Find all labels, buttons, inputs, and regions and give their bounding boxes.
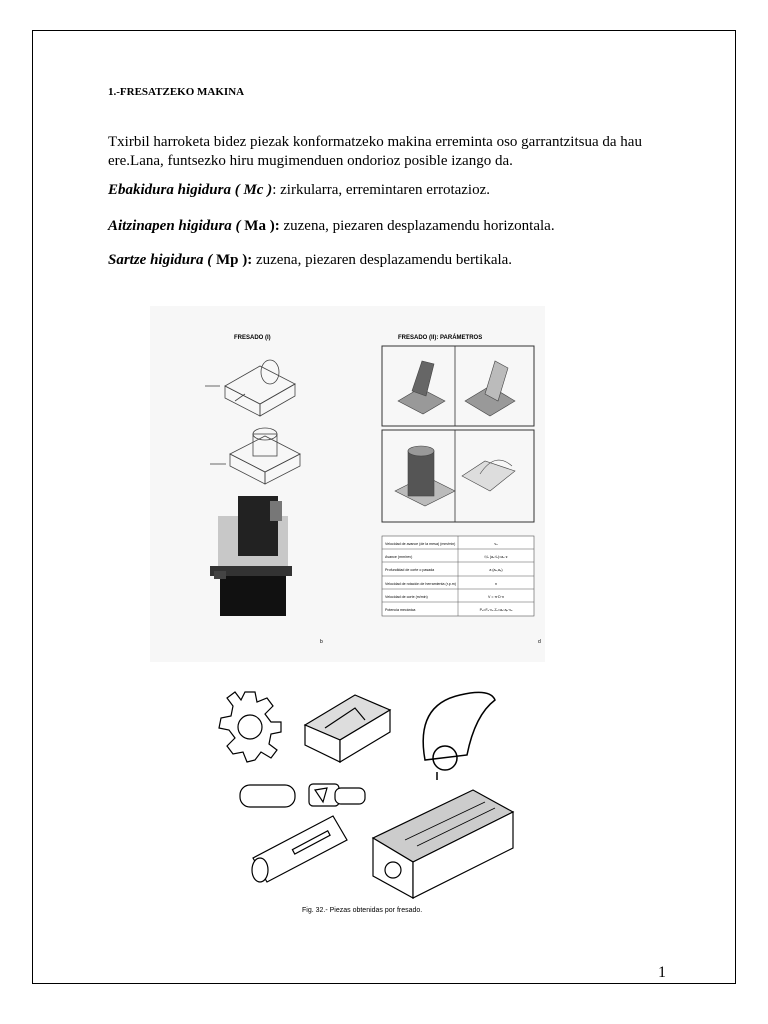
milled-parts-figure [205,680,535,920]
movement-cutting: Ebakidura higidura ( Mc ): zirkularra, erremintaren errotazioz. [108,182,491,198]
slotted-shaft-part [252,816,347,882]
left-figure-title: FRESADO (I) [234,335,271,341]
table-cell: Avance (mm/rev) [385,555,413,559]
movement-plunge: Sartze higidura ( Mp ): zuzena, piezaren desplazamendu bertikala. [108,252,513,268]
right-figure-caption: d [538,639,541,645]
movement-feed: Aitzinapen higidura ( Ma ): zuzena, piezaren desplazamendu horizontala. [108,218,555,234]
table-cell: a (aₐ,aₚ) [489,568,503,572]
intro-paragraph: Txirbil harroketa bidez piezak konformatzeko makina erreminta oso garrantzitsua da hau ere.Lana, funtsezko hiru mugimenduen ondorioz posible izango da. [108,134,642,169]
v-block-part [305,695,390,762]
table-cell: V = π·D·n [488,595,504,599]
table-cell: vₐ [494,542,498,546]
table-cell: Pₐ=Fₐ·vₐ Zₒ=aₐ·aₚ·vₐ [479,608,513,612]
table-cell: Velocidad de avance (de la mesa) (mm/min) [385,542,456,546]
milling-diagrams-figure [150,306,545,662]
t-slot-block-part [373,790,513,898]
bottom-figure-caption: Fig. 32.- Piezas obtenidas por fresado. [302,907,423,914]
section-heading: 1.-FRESATZEKO MAKINA [108,86,245,98]
table-cell: n [495,582,497,586]
table-cell: Velocidad de rotación de herramienta (r.p.m) [385,582,456,586]
curved-profile-part [423,692,495,780]
table-cell: f,fₑ (aₐ·fₑ)=aₐ·z [484,555,508,559]
parameters-table [382,536,534,616]
gear-part [219,692,281,762]
shaft-parts [240,784,365,807]
page-number: 1 [658,964,666,981]
right-figure-title: FRESADO (II): PARÁMETROS [398,335,483,341]
table-cell: Profundidad de corte o pasada [385,568,435,572]
left-figure-caption: b [320,639,323,645]
table-cell: Velocidad de corte (m/min) [385,595,428,599]
table-cell: Potencia mecánica [385,608,416,612]
